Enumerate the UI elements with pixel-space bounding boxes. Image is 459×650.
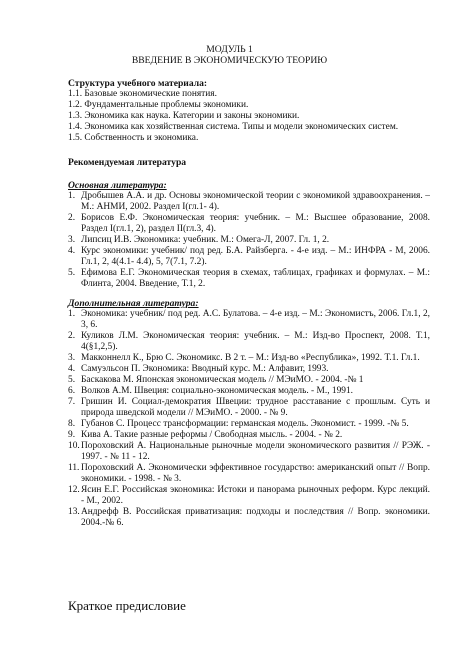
item-number: 4. [68,364,76,374]
item-number: 2. [68,213,76,223]
item-number: 1. [68,309,76,319]
list-item [68,441,430,463]
structure-item: 1.4. Экономика как хозяйственная система. Типы и модели экономических систем. [68,122,399,132]
item-text: Губанов С. Процесс трансформации: германская модель. Экономист. - 1999. -№ 5. [81,419,409,429]
item-number: 6. [68,386,76,396]
item-number: 5. [68,268,76,278]
list-item [68,268,430,290]
item-number: 11. [68,463,80,473]
item-text: Куликов Л.М. Экономическая теория: учебник. – М.: Изд-во Проспект, 2008. Т.1, 4(§1,2,5). [81,331,430,352]
preface-heading: Краткое предисловие [68,598,186,613]
item-text: Самуэльсон П. Экономика: Вводный курс. М.: Алфавит, 1993. [81,364,329,374]
list-item [68,235,430,246]
item-text: Андрефф В. Российская приватизация: подходы и последствия // Вопр. экономики. 2004.-№ 6. [81,507,430,528]
main-literature-list [68,191,430,290]
item-text: Макконнелл К., Брю С. Экономикс. В 2 т. – М.: Изд-во «Республика», 1992. Т.1. Гл.1. [81,353,420,363]
structure-item: 1.3. Экономика как наука. Категории и законы экономики. [68,111,300,121]
list-item [68,364,430,375]
item-text: Волков А.М. Швеция: социально-экономическая модель. - М., 1991. [81,386,353,396]
item-number: 13. [68,507,80,517]
list-item [68,430,430,441]
item-number: 9. [68,430,76,440]
item-number: 10. [68,441,80,451]
list-item [68,397,430,419]
item-text: Пороховский А. Национальные рыночные модели экономического развития // РЭЖ. - 1997. - № 11 - 12. [81,441,430,462]
item-text: Ясин Е.Г. Российская экономика: Истоки и панорама рыночных реформ. Курс лекций. - М., 2002. [81,485,430,506]
item-number: 7. [68,397,76,407]
item-number: 12. [68,485,80,495]
item-number: 3. [68,235,76,245]
item-number: 4. [68,246,76,256]
structure-heading: Структура учебного материала: [68,78,208,89]
list-item [68,507,430,529]
item-text: Баскакова М. Японская экономическая модель // МЭиМО. - 2004. -№ 1 [81,375,364,385]
main-literature-heading: Основная литература: [68,180,167,191]
item-text: Курс экономики: учебник/ под ред. Б.А. Райзберга. - 4-е изд. – М.: ИНФРА - М, 2006. Гл.1, 2, 4(4.1- 4.4), 5, 7(7.1, 7.2). [81,246,430,267]
list-item [68,386,430,397]
list-item [68,246,430,268]
list-item [68,419,430,430]
item-text: Ефимова Е.Г. Экономическая теория в схемах, таблицах, графиках и формулах. – М.: Флинта, 2004. Введение, Т.1, 2. [81,268,430,289]
extra-literature-list [68,309,430,529]
extra-literature-heading: Дополнительная литература: [68,298,199,309]
literature-heading: Рекомендуемая литература [68,157,187,168]
list-item [68,375,430,386]
module-title: ВВЕДЕНИЕ В ЭКОНОМИЧЕСКУЮ ТЕОРИЮ [131,55,328,66]
item-text: Пороховский А. Экономически эффективное государство: американский опыт // Вопр. экономики. - 1998. - № 3. [81,463,430,484]
list-item [68,309,430,331]
item-text: Липсиц И.В. Экономика: учебник. М.: Омега-Л, 2007. Гл. 1, 2. [81,235,330,245]
item-number: 8. [68,419,76,429]
list-item [68,485,430,507]
list-item [68,213,430,235]
item-text: Гришин И. Социал-демократия Швеции: трудное расставание с прошлым. Суть и природа шведской модели // МЭиМО. - 2000. - № 9. [81,397,430,418]
item-number: 3. [68,353,76,363]
structure-item: 1.1. Базовые экономические понятия. [68,89,217,99]
list-item [68,331,430,353]
item-text: Экономика: учебник/ под ред. А.С. Булатова. – 4-е изд. – М.: Экономистъ, 2006. Гл.1, 2, 3, 6. [81,309,430,330]
item-text: Дробышев А.А. и др. Основы экономической теории с экономикой здравоохранения. – М.: АНМИ, 2002. Раздел I(гл.1- 4). [81,191,430,212]
item-text: Кива А. Такие разные реформы / Свободная мысль. - 2004. - № 2. [81,430,343,440]
item-number: 1. [68,191,76,201]
item-number: 5. [68,375,76,385]
module-number: МОДУЛЬ 1 [206,44,253,55]
structure-item: 1.5. Собственность и экономика. [68,133,199,143]
list-item [68,353,430,364]
structure-item: 1.2. Фундаментальные проблемы экономики. [68,100,249,110]
list-item [68,191,430,213]
list-item [68,463,430,485]
item-text: Борисов Е.Ф. Экономическая теория: учебник. – М.: Высшее образование, 2008. Раздел I(гл.1, 2), раздел II(гл.3, 4). [81,213,430,234]
item-number: 2. [68,331,76,341]
